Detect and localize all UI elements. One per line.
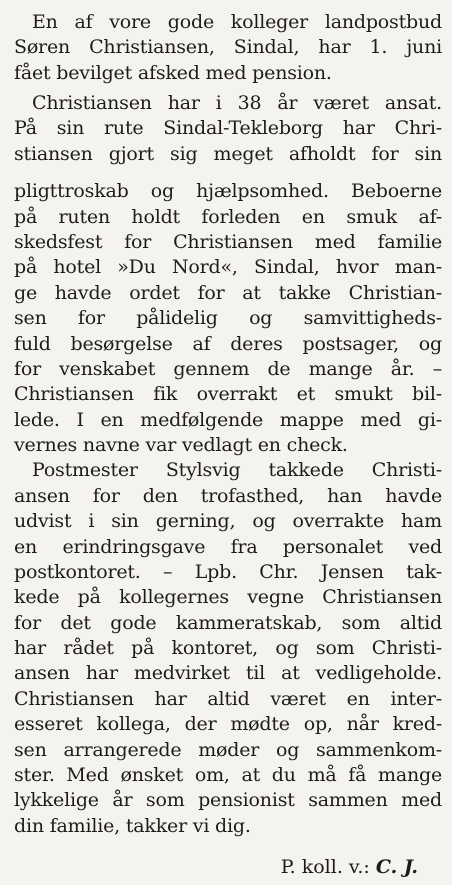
- paragraph-1-line-3: fået bevilget afsked med pension.: [14, 61, 332, 84]
- paragraph-3-line-5: postkontoret. – Lpb. Chr. Jensen tak-: [14, 560, 442, 583]
- signature: [14, 853, 418, 881]
- paragraph-1-line-2: Søren Christiansen, Sindal, har 1. juni: [14, 36, 442, 59]
- signature-initials: C. J.: [375, 856, 418, 878]
- paragraph-2-line-8: ge havde ordet for at takke Christian-: [14, 281, 442, 304]
- paragraph-3-line-2: ansen for den trofasthed, han havde: [14, 484, 442, 507]
- paragraph-2-line-6: skedsfest for Christiansen med familie: [14, 231, 442, 253]
- paragraph-2-line-1: Christiansen har i 38 år været ansat.: [32, 91, 442, 114]
- paragraph-3-line-14: lykkelige år som pensionist sammen med: [14, 789, 442, 812]
- paragraph-2-line-4: pligttroskab og hjælpsomhed. Beboerne: [14, 180, 442, 203]
- paragraph-3-line-12: sen arrangerede møder og sammenkom-: [14, 738, 442, 761]
- paragraph-2-line-10: fuld besørgelse af deres postsager, og: [14, 332, 442, 355]
- paragraph-2-line-14: vernes navne var vedlagt en check.: [14, 434, 348, 456]
- paragraph-3-line-8: har rådet på kontoret, og som Christi-: [14, 637, 442, 659]
- paragraph-2-line-13: lede. I en medfølgende mappe med gi-: [14, 408, 442, 431]
- paragraph-2-line-2: På sin rute Sindal-Tekleborg har Chri-: [14, 117, 442, 140]
- paragraph-3-line-3: udvist i sin gerning, og overrakte ham: [14, 510, 442, 533]
- paragraph-3-line-13: ster. Med ønsket om, at du må få mange: [14, 763, 442, 786]
- paragraph-2-line-5: på ruten holdt forleden en smuk af-: [14, 205, 442, 228]
- paragraph-1-line-1: En af vore gode kolleger landpostbud: [32, 11, 442, 33]
- signature-prefix: P. koll. v.:: [280, 856, 370, 878]
- paragraph-3-line-9: ansen har medvirket til at vedligeholde.: [14, 662, 442, 685]
- paragraph-3-line-4: en erindringsgave fra personalet ved: [14, 535, 442, 558]
- paragraph-3-line-15: din familie, takker vi dig.: [14, 814, 251, 837]
- paragraph-3-line-1: Postmester Stylsvig takkede Christi-: [32, 459, 442, 482]
- paragraph-2-line-3: stiansen gjort sig meget afholdt for sin: [14, 142, 442, 165]
- paragraph-2-line-7: på hotel »Du Nord«, Sindal, hvor man-: [14, 256, 442, 279]
- paragraph-3-line-10: Christiansen har altid været en inter-: [14, 687, 442, 710]
- paragraph-3-line-6: kede på kollegernes vegne Christiansen: [14, 586, 442, 609]
- paragraph-3-line-7: for det gode kammeratskab, som altid: [14, 611, 442, 634]
- paragraph-2-line-9: sen for pålidelig og samvittigheds-: [14, 307, 442, 330]
- paragraph-2-line-12: Christiansen fik overrakt et smukt bil-: [14, 383, 442, 406]
- paragraph-3-line-11: esseret kollega, der mødte op, når kred-: [14, 713, 442, 736]
- paragraph-2-line-11: for venskabet gennem de mange år. –: [14, 357, 442, 380]
